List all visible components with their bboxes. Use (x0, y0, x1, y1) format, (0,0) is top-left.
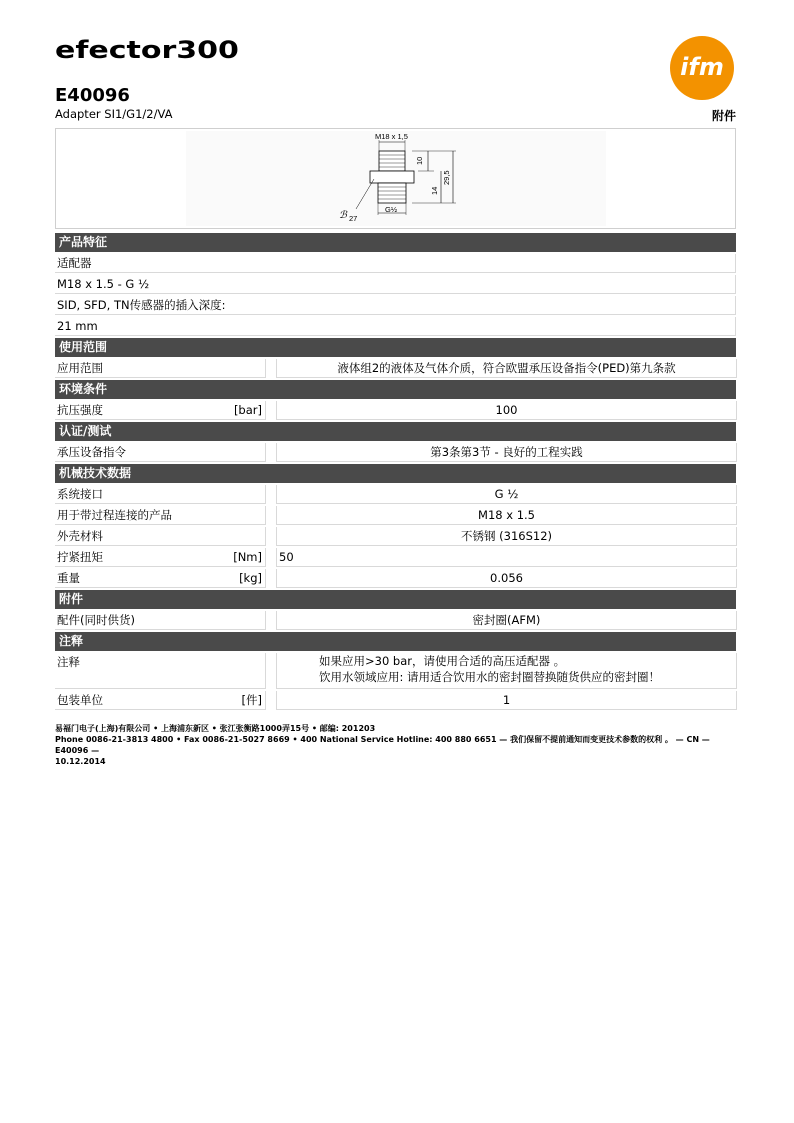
spec-row (55, 254, 736, 273)
section-header: 认证/测试 (55, 422, 736, 441)
section-header: 附件 (55, 590, 736, 609)
spec-row (55, 653, 736, 689)
spec-label-cell (55, 691, 266, 710)
footer-date: 10.12.2014 (55, 757, 106, 766)
product-description: Adapter SI1/G1/2/VA (55, 107, 173, 121)
spec-label: 配件(同时供货) (57, 613, 135, 627)
spec-value: 第3条第3节 - 良好的工程实践 (276, 443, 737, 462)
dim-29-5: 29,5 (442, 170, 451, 185)
spec-label-cell (55, 401, 266, 420)
logo-text: ifm (680, 53, 724, 81)
spec-label-cell (55, 611, 266, 630)
note-line: 如果应用>30 bar，请使用合适的高压适配器 。 (319, 654, 566, 668)
technical-drawing (55, 128, 736, 229)
spec-label: 包装单位 (57, 693, 103, 707)
spec-label-cell (55, 569, 266, 588)
ifm-logo (670, 36, 734, 100)
dim-thread-bottom: G½ (385, 205, 398, 214)
spec-value: 100 (276, 401, 737, 420)
spec-label: 重量 (57, 571, 80, 585)
spec-row (55, 401, 736, 420)
spec-row (55, 296, 736, 315)
footer-contact: Phone 0086-21-3813 4800 • Fax 0086-21-5027 8669 • 400 National Service Hotline: 400 880 6651 — 我们保留不提前通知而变更技术参数的权利 。 — CN — E40096 — (55, 735, 710, 755)
spec-value: 不锈钢 (316S12) (276, 527, 737, 546)
spec-label-cell (55, 506, 266, 525)
spec-table (55, 231, 736, 710)
spec-label-cell (55, 359, 266, 378)
spec-value: 1 (276, 691, 737, 710)
spec-row (55, 527, 736, 546)
footer-address: 易福门电子(上海)有限公司 • 上海浦东新区 • 张江张衡路1000弄15号 • 邮编: 201203 (55, 724, 376, 733)
spec-label: 注释 (57, 655, 80, 669)
product-category: 附件 (711, 109, 736, 123)
spec-row (55, 548, 736, 567)
spec-unit: [Nm] (233, 550, 262, 564)
spec-unit: [bar] (233, 403, 262, 417)
spec-label: 外壳材料 (57, 529, 103, 543)
spec-value: M18 x 1.5 (276, 506, 737, 525)
spec-label-cell (55, 548, 266, 567)
spec-value: 液体组2的液体及气体介质，符合欧盟承压设备指令(PED)第九条款 (276, 359, 737, 378)
spec-row (55, 691, 736, 710)
spec-row (55, 485, 736, 504)
spec-row (55, 275, 736, 294)
note-line: 饮用水领域应用: 请用适合饮用水的密封圈替换随货供应的密封圈！ (319, 670, 661, 684)
spec-row (55, 359, 736, 378)
section-header: 使用范围 (55, 338, 736, 357)
adapter-drawing-svg (56, 129, 735, 228)
spec-row (55, 611, 736, 630)
section-header: 环境条件 (55, 380, 736, 399)
spec-text: M18 x 1.5 - G ½ (55, 275, 736, 294)
spec-row (55, 569, 736, 588)
spec-unit: [件] (241, 693, 262, 707)
spec-text: 21 mm (55, 317, 736, 336)
spec-value: 0.056 (276, 569, 737, 588)
spec-label: 承压设备指令 (57, 445, 126, 459)
spec-value (276, 653, 737, 689)
dim-thread-top: M18 x 1,5 (375, 132, 408, 141)
product-code: E40096 (55, 85, 130, 106)
spec-row (55, 317, 736, 336)
dim-wrench-size: 27 (349, 214, 358, 223)
wrench-symbol: ℬ (339, 210, 347, 221)
page-footer (55, 723, 735, 767)
spec-value: G ½ (276, 485, 737, 504)
dim-10: 10 (415, 156, 424, 165)
spec-label-cell (55, 527, 266, 546)
section-header: 注释 (55, 632, 736, 651)
spec-value: 密封圈(AFM) (276, 611, 737, 630)
spec-value: 50 (276, 548, 737, 567)
spec-row (55, 443, 736, 462)
brand-logo-text: efector300 (55, 36, 239, 64)
section-header: 产品特征 (55, 233, 736, 252)
section-header: 机械技术数据 (55, 464, 736, 483)
spec-label: 应用范围 (57, 361, 103, 375)
spec-label: 系统接口 (57, 487, 103, 501)
spec-label: 用于带过程连接的产品 (57, 508, 172, 522)
spec-label-cell (55, 485, 266, 504)
spec-unit: [kg] (239, 571, 262, 585)
spec-row (55, 506, 736, 525)
spec-label-cell (55, 653, 266, 689)
spec-text: SID, SFD, TN传感器的插入深度: (55, 296, 736, 315)
spec-label-cell (55, 443, 266, 462)
dim-14: 14 (430, 186, 439, 195)
spec-label: 抗压强度 (57, 403, 103, 417)
spec-text: 适配器 (55, 254, 736, 273)
spec-label: 拧紧扭矩 (57, 550, 103, 564)
